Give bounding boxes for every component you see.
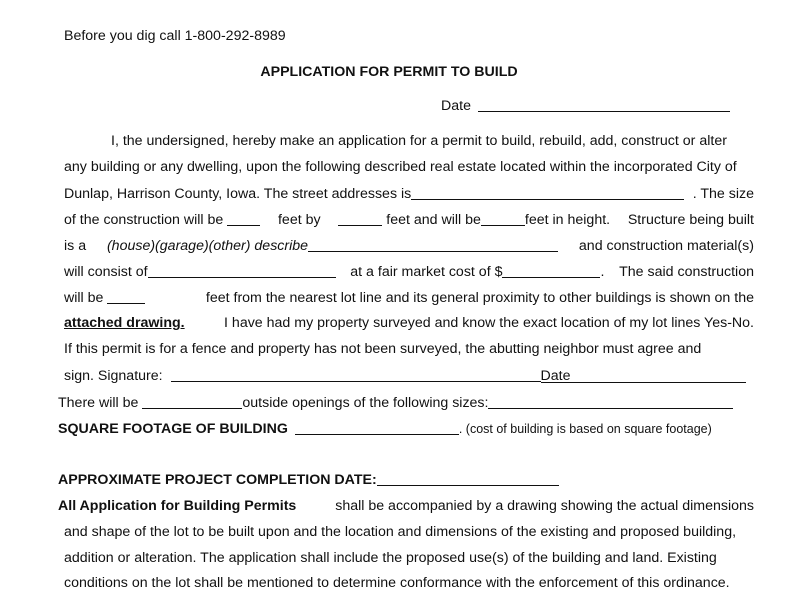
openings-count-blank[interactable] bbox=[142, 394, 242, 409]
square-footage-blank[interactable] bbox=[295, 420, 459, 435]
paragraph-text: feet in height. bbox=[524, 212, 611, 228]
paragraph-text: any building or any dwelling, upon the following described real estate located within the incorporated City of bbox=[64, 159, 737, 175]
street-address-blank[interactable] bbox=[411, 185, 684, 200]
paragraph-text: of the construction will be bbox=[64, 212, 224, 228]
paragraph-line-4 bbox=[64, 211, 754, 228]
paragraph-text: feet by bbox=[277, 212, 321, 228]
signature-blank[interactable] bbox=[171, 367, 541, 382]
requirements-line-1 bbox=[58, 498, 754, 514]
paragraph-text: is a bbox=[64, 238, 87, 254]
requirements-text: and shape of the lot to be built upon and the location and dimensions of the existing and proposed building, bbox=[64, 524, 737, 540]
signature-date-field[interactable] bbox=[541, 368, 746, 383]
describe-blank[interactable] bbox=[308, 237, 558, 252]
paragraph-text: will consist of bbox=[64, 264, 148, 280]
paragraph-text: The said construction bbox=[619, 264, 754, 280]
attached-drawing-link: attached drawing. bbox=[64, 315, 185, 331]
paragraph-text: Structure being built bbox=[627, 212, 754, 228]
building-type-options[interactable]: (house)(garage)(other) describe bbox=[106, 238, 309, 254]
paragraph-line-5 bbox=[64, 237, 754, 254]
paragraph-text: feet and will be bbox=[386, 212, 481, 228]
signature-label: sign. Signature: bbox=[64, 368, 163, 384]
paragraph-text: at a fair market cost of $ bbox=[350, 264, 503, 280]
cost-blank[interactable] bbox=[502, 263, 600, 278]
date-label: Date bbox=[441, 98, 471, 114]
date-field[interactable] bbox=[441, 97, 730, 114]
paragraph-line-2 bbox=[64, 159, 754, 175]
dig-notice: Before you dig call 1-800-292-8989 bbox=[64, 28, 286, 44]
square-footage-label: SQUARE FOOTAGE OF BUILDING bbox=[58, 421, 288, 437]
square-footage-line bbox=[58, 420, 712, 437]
paragraph-line-7 bbox=[64, 289, 754, 306]
requirements-line-3 bbox=[64, 550, 754, 566]
length-feet-blank[interactable] bbox=[338, 211, 382, 226]
requirements-text: conditions on the lot shall be mentioned to determine conformance with the enforcement of this ordinance. bbox=[64, 575, 730, 591]
completion-date-label: APPROXIMATE PROJECT COMPLETION DATE: bbox=[58, 472, 377, 488]
paragraph-text: . The size bbox=[692, 186, 754, 202]
paragraph-line-3 bbox=[64, 185, 754, 202]
paragraph-line-10 bbox=[64, 367, 746, 384]
requirements-text: addition or alteration. The application shall include the proposed use(s) of the building and land. Existing bbox=[64, 550, 717, 566]
height-feet-blank[interactable] bbox=[481, 211, 525, 226]
page-title: APPLICATION FOR PERMIT TO BUILD bbox=[260, 64, 518, 80]
requirements-lead: All Application for Building Permits bbox=[58, 498, 297, 514]
requirements-text: shall be accompanied by a drawing showing the actual dimensions bbox=[335, 498, 754, 514]
completion-date-blank[interactable] bbox=[377, 471, 559, 486]
width-feet-blank[interactable] bbox=[227, 211, 260, 226]
completion-date-line bbox=[58, 471, 559, 488]
openings-sizes-blank[interactable] bbox=[488, 394, 733, 409]
paragraph-text: feet from the nearest lot line and its general proximity to other buildings is shown on the bbox=[205, 290, 754, 306]
material-blank[interactable] bbox=[148, 263, 336, 278]
paragraph-text: I, the undersigned, hereby make an application for a permit to build, rebuild, add, construct or alter bbox=[111, 133, 727, 149]
paragraph-text: will be bbox=[64, 290, 104, 306]
openings-text: There will be bbox=[58, 395, 139, 411]
signature-date-label: Date bbox=[540, 368, 571, 384]
openings-text: outside openings of the following sizes: bbox=[242, 395, 489, 411]
paragraph-text: Dunlap, Harrison County, Iowa. The street addresses is bbox=[64, 186, 412, 202]
lot-line-distance-blank[interactable] bbox=[107, 289, 145, 304]
paragraph-line-9 bbox=[64, 341, 754, 357]
requirements-line-2 bbox=[64, 524, 754, 540]
paragraph-text: If this permit is for a fence and property has not been surveyed, the abutting neighbor must agree and bbox=[64, 341, 702, 357]
square-footage-note: . (cost of building is based on square footage) bbox=[458, 422, 712, 436]
requirements-line-4 bbox=[64, 575, 730, 591]
date-blank[interactable] bbox=[478, 97, 730, 112]
paragraph-text: . bbox=[600, 264, 605, 280]
paragraph-line-1 bbox=[111, 133, 754, 149]
paragraph-text: and construction material(s) bbox=[578, 238, 754, 254]
paragraph-line-8 bbox=[64, 315, 754, 331]
paragraph-line-6 bbox=[64, 263, 754, 280]
paragraph-text: I have had my property surveyed and know the exact location of my lot lines Yes-No. bbox=[224, 315, 754, 331]
openings-line bbox=[58, 394, 733, 411]
